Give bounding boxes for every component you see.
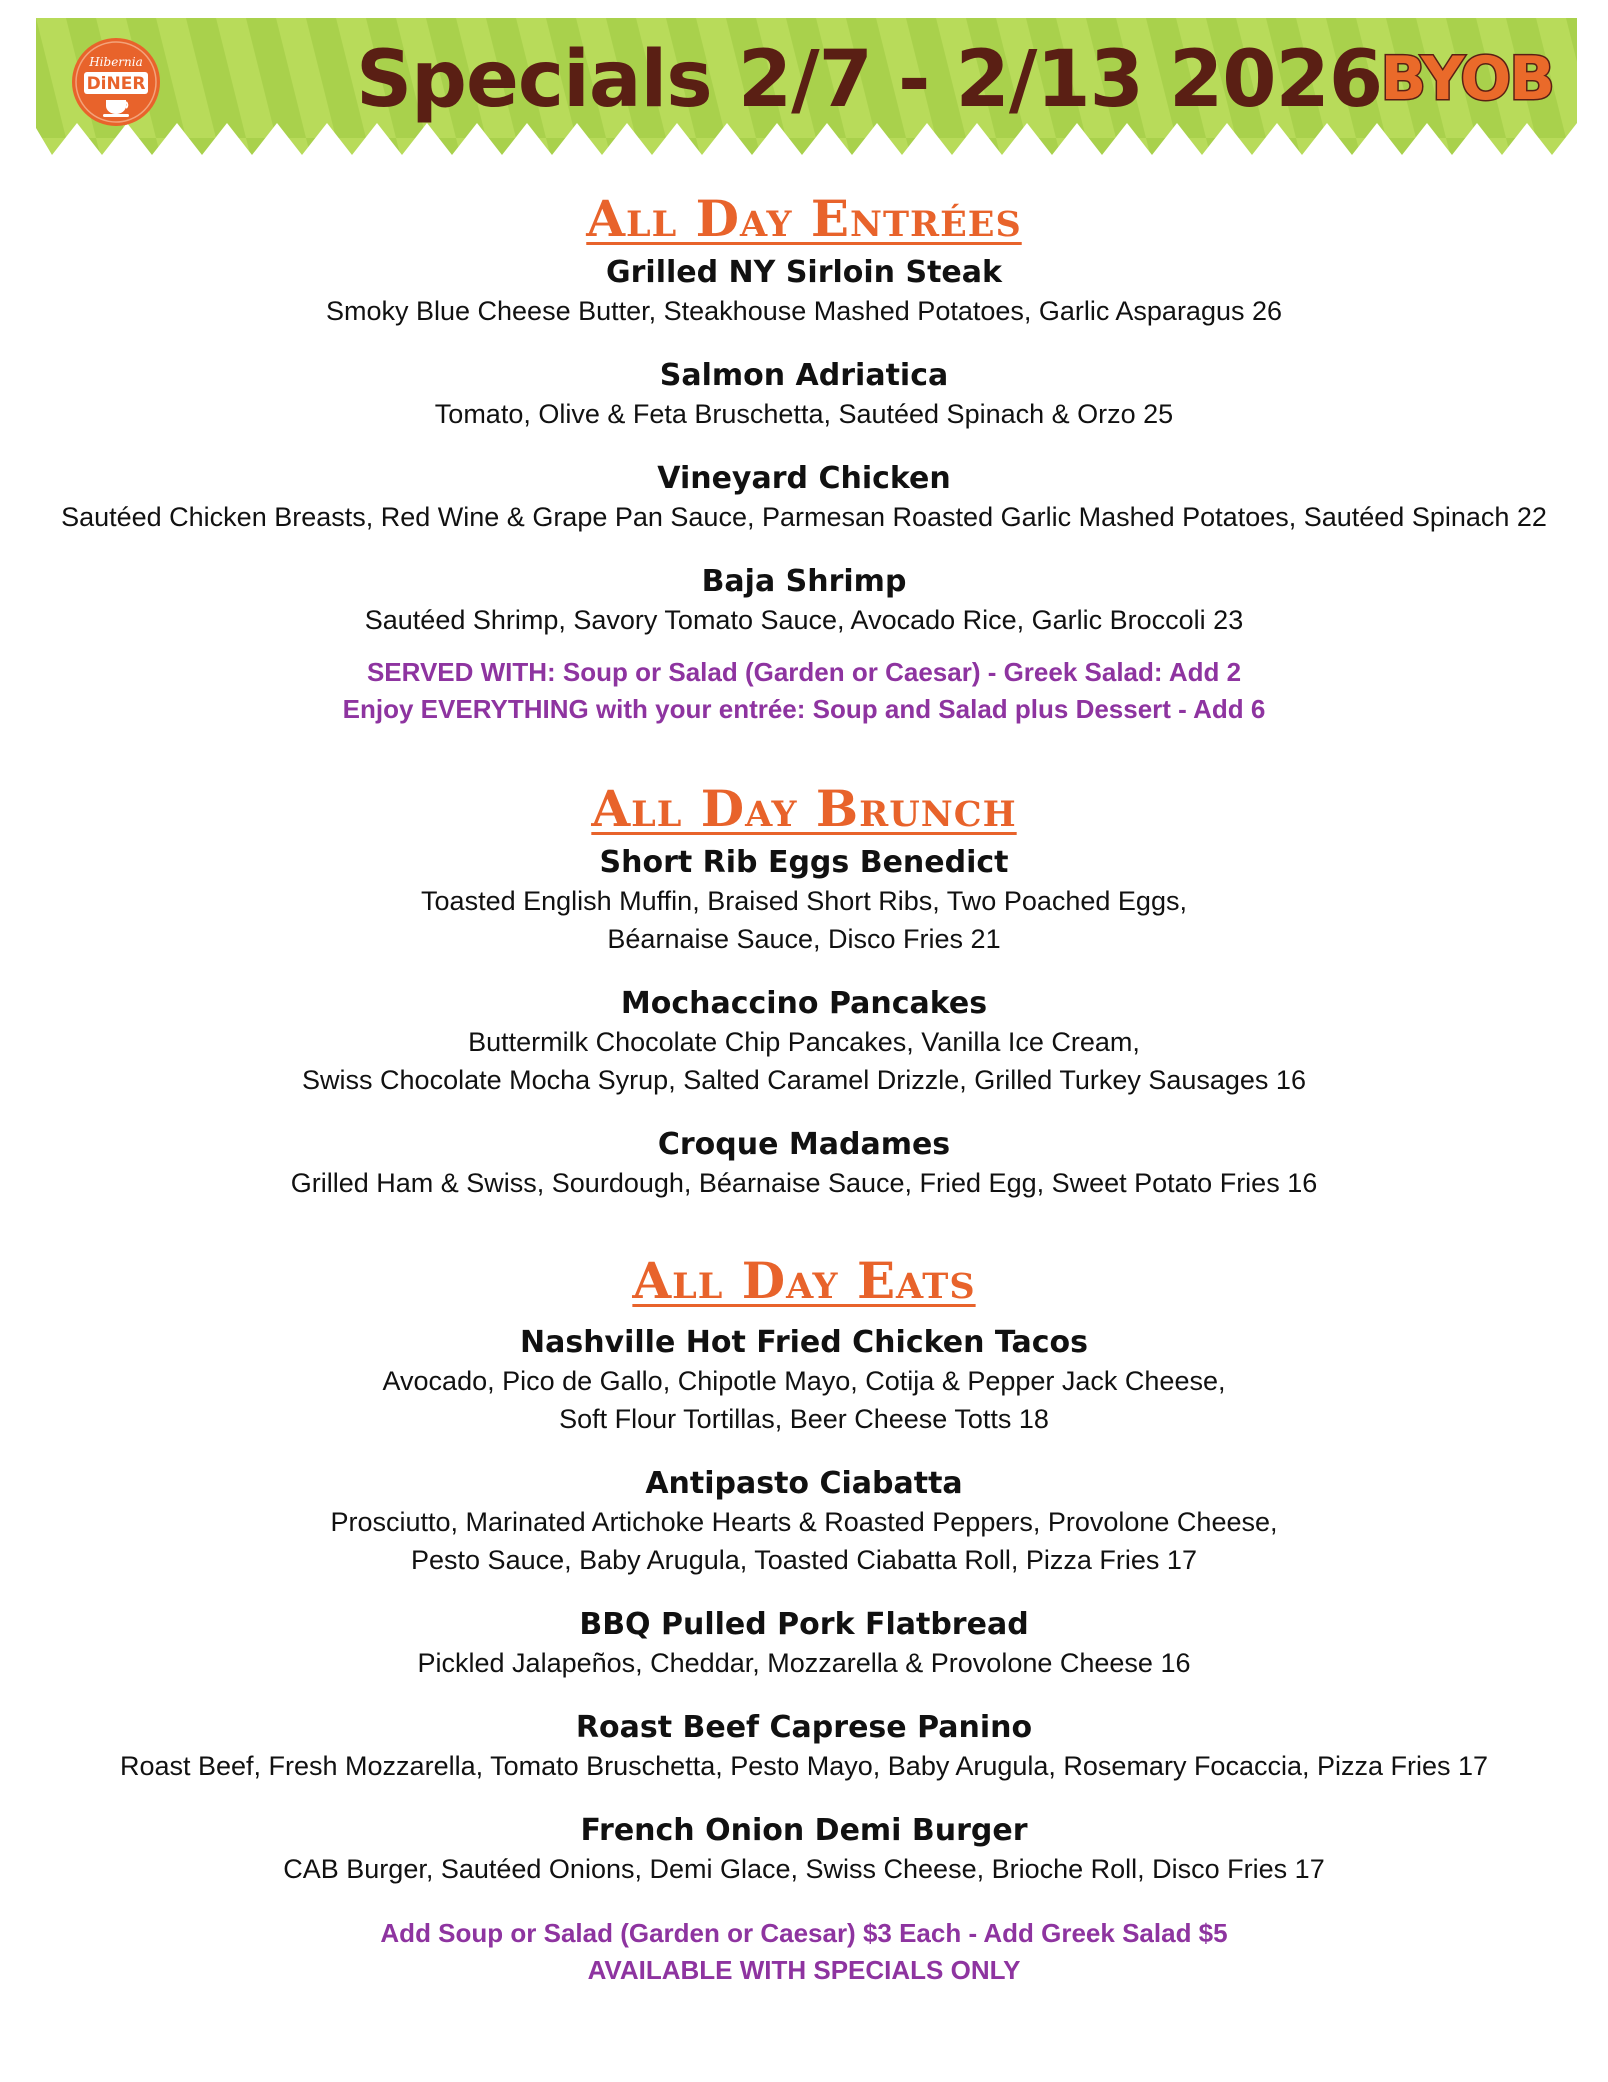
- svg-text:DiNER: DiNER: [86, 74, 146, 94]
- item-description: Sautéed Shrimp, Savory Tomato Sauce, Avocado Rice, Garlic Broccoli 23: [364, 605, 1244, 635]
- specials-only-note: AVAILABLE WITH SPECIALS ONLY: [587, 1955, 1021, 1985]
- section-brunch: [0, 780, 1608, 1202]
- served-with-note: SERVED WITH: Soup or Salad (Garden or Caesar) - Greek Salad: Add 2: [366, 657, 1242, 687]
- item-description: Tomato, Olive & Feta Bruschetta, Sautéed Spinach & Orzo 25: [434, 399, 1174, 429]
- menu-item: [0, 254, 1608, 330]
- menu-item: [0, 563, 1608, 639]
- item-description: Toasted English Muffin, Braised Short Ribs, Two Poached Eggs, Béarnaise Sauce, Disco Fries 21: [421, 886, 1187, 954]
- section-title-entrees: All Day Entrées: [586, 189, 1022, 248]
- svg-text:Hibernia: Hibernia: [89, 55, 143, 69]
- item-name: French Onion Demi Burger: [580, 1813, 1028, 1848]
- item-name: Roast Beef Caprese Panino: [575, 1710, 1033, 1745]
- menu-item: [0, 844, 1608, 958]
- enjoy-everything-note: Enjoy EVERYTHING with your entrée: Soup and Salad plus Dessert - Add 6: [342, 694, 1266, 724]
- item-name: Antipasto Ciabatta: [645, 1466, 963, 1501]
- hibernia-diner-logo: [70, 36, 162, 128]
- menu-item: [0, 1606, 1608, 1682]
- item-description: Grilled Ham & Swiss, Sourdough, Béarnaise Sauce, Fried Egg, Sweet Potato Fries 16: [290, 1168, 1318, 1198]
- page-title: Specials 2/7 - 2/13 2026: [356, 35, 1383, 125]
- item-name: Nashville Hot Fried Chicken Tacos: [519, 1325, 1088, 1360]
- menu-item: [0, 1812, 1608, 1888]
- item-name: Salmon Adriatica: [659, 358, 949, 393]
- item-name: Short Rib Eggs Benedict: [599, 845, 1009, 880]
- menu-item: [0, 357, 1608, 433]
- section-title-brunch: All Day Brunch: [591, 779, 1017, 838]
- item-description: Buttermilk Chocolate Chip Pancakes, Vanilla Ice Cream, Swiss Chocolate Mocha Syrup, Salted Caramel Drizzle, Grilled Turkey Sausages 16: [302, 1027, 1306, 1095]
- item-description: Sautéed Chicken Breasts, Red Wine & Grape Pan Sauce, Parmesan Roasted Garlic Mashed Potatoes, Sautéed Spinach 22: [61, 502, 1547, 532]
- section-eats: [0, 1252, 1608, 1989]
- item-description: Prosciutto, Marinated Artichoke Hearts & Roasted Peppers, Provolone Cheese, Pesto Sauce, Baby Arugula, Toasted Ciabatta Roll, Pizza Fries 17: [330, 1507, 1278, 1575]
- section-entrees: [0, 190, 1608, 728]
- item-name: Mochaccino Pancakes: [620, 986, 988, 1021]
- header-banner: [36, 18, 1577, 155]
- item-description: Pickled Jalapeños, Cheddar, Mozzarella & Provolone Cheese 16: [417, 1648, 1191, 1678]
- menu-item: [0, 1465, 1608, 1579]
- item-description: Smoky Blue Cheese Butter, Steakhouse Mashed Potatoes, Garlic Asparagus 26: [325, 296, 1283, 326]
- item-name: BBQ Pulled Pork Flatbread: [579, 1607, 1029, 1642]
- eats-notes: [0, 1915, 1608, 1989]
- entrees-notes: [0, 654, 1608, 728]
- byob-badge: BYOB: [1380, 44, 1553, 114]
- menu-item: [0, 1324, 1608, 1438]
- add-soup-salad-note: Add Soup or Salad (Garden or Caesar) $3 Each - Add Greek Salad $5: [380, 1918, 1228, 1948]
- item-description: Avocado, Pico de Gallo, Chipotle Mayo, Cotija & Pepper Jack Cheese, Soft Flour Tortillas, Beer Cheese Totts 18: [382, 1366, 1226, 1434]
- menu-item: [0, 460, 1608, 536]
- item-description: Roast Beef, Fresh Mozzarella, Tomato Bruschetta, Pesto Mayo, Baby Arugula, Rosemary Focaccia, Pizza Fries 17: [119, 1751, 1489, 1781]
- menu-item: [0, 1126, 1608, 1202]
- menu-item: [0, 1709, 1608, 1785]
- item-name: Croque Madames: [657, 1127, 951, 1162]
- specials-menu: [0, 190, 1608, 1989]
- menu-item: [0, 985, 1608, 1099]
- item-name: Baja Shrimp: [701, 564, 907, 599]
- item-name: Grilled NY Sirloin Steak: [606, 255, 1002, 290]
- section-title-eats: All Day Eats: [632, 1251, 976, 1310]
- item-description: CAB Burger, Sautéed Onions, Demi Glace, Swiss Cheese, Brioche Roll, Disco Fries 17: [283, 1854, 1325, 1884]
- item-name: Vineyard Chicken: [657, 461, 951, 496]
